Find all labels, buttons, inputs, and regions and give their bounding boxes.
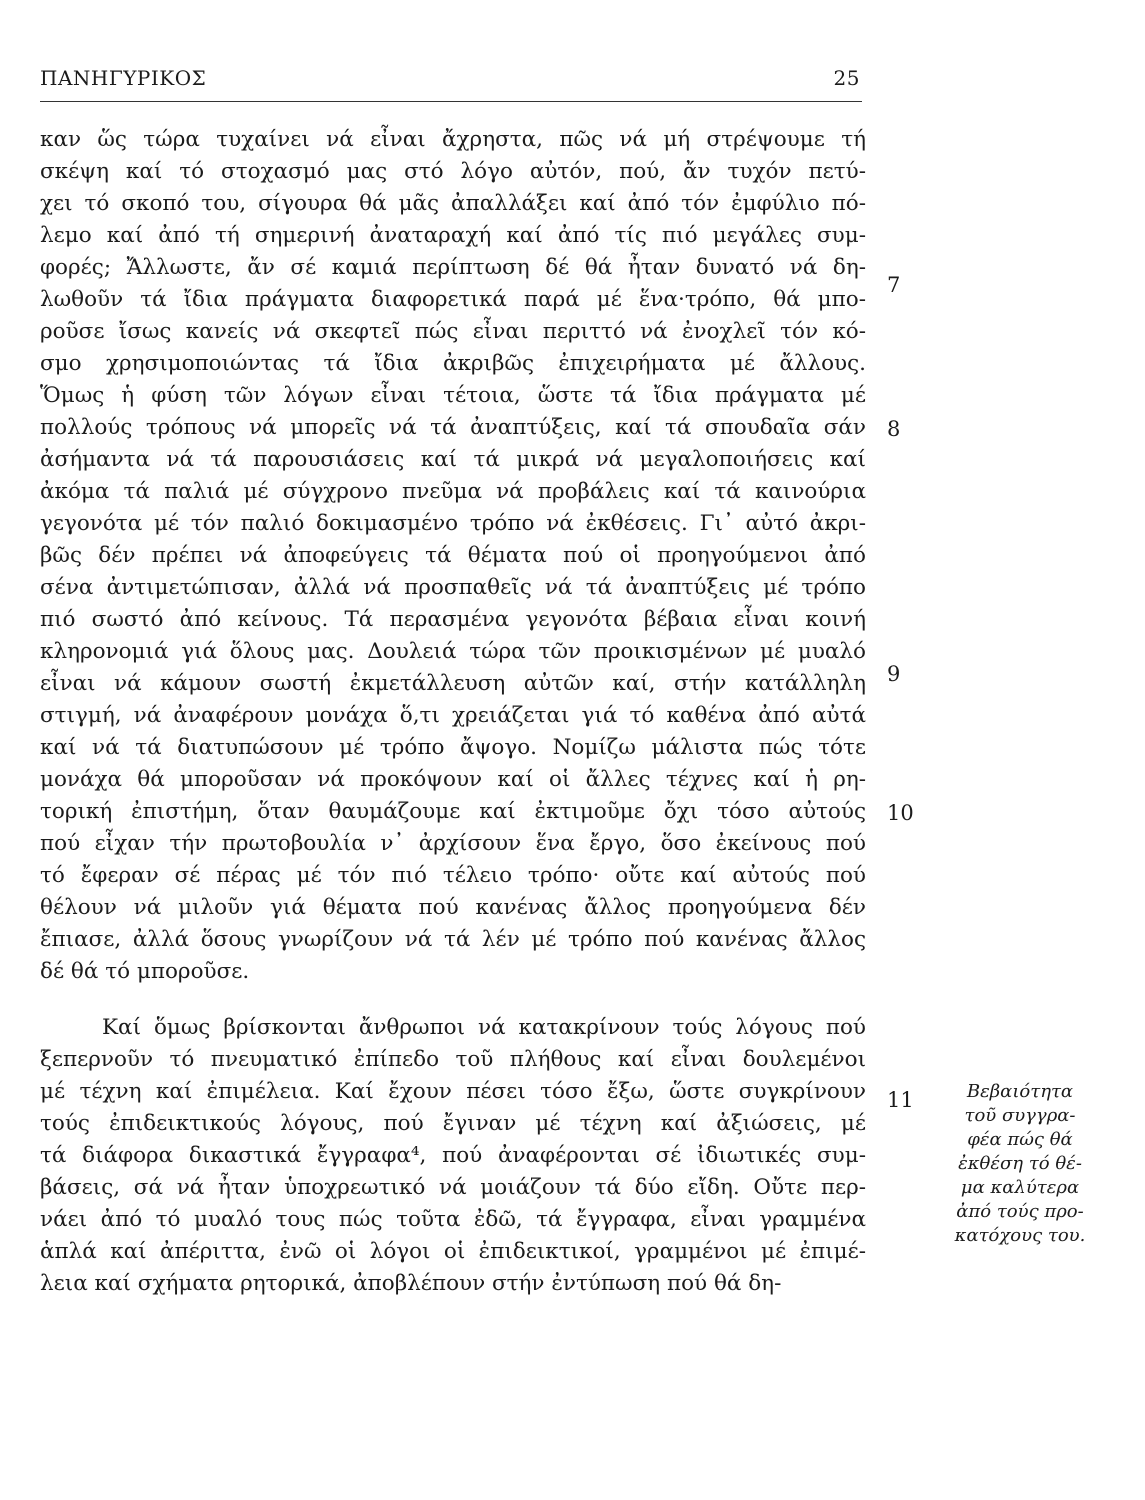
paragraph-1-line-4: λεμο καί ἀπό τή σημερινή ἀναταραχή καί ἀπό τίς πιό μεγάλες συμ- [40, 223, 866, 248]
paragraph-2-line-7: νάει ἀπό τό μυαλό τους πώς τοῦτα ἐδῶ, τά ἔγγραφα, εἶναι γραμμένα [40, 1207, 866, 1232]
paragraph-1-line-7: ροῦσε ἴσως κανείς νά σκεφτεῖ πώς εἶναι περιττό νά ἐνοχλεῖ τόν κό- [40, 319, 866, 344]
paragraph-1-line-8: σμο χρησιμοποιώντας τά ἴδια ἀκριβῶς ἐπιχειρήματα μέ ἄλλους. [40, 351, 866, 376]
paragraph-1-line-15: σένα ἀντιμετώπισαν, ἀλλά νά προσπαθεῖς νά τά ἀναπτύξεις μέ τρόπο [40, 575, 866, 600]
main-text [40, 124, 866, 1300]
paragraph-2-line-2: ξεπερνοῦν τό πνευματικό ἐπίπεδο τοῦ πλήθους καί εἶναι δουλεμένοι [40, 1047, 866, 1072]
paragraph-gap [40, 988, 866, 1012]
section-number-10: 10 [887, 801, 914, 825]
paragraph-1-line-13: γεγονότα μέ τόν παλιό δοκιμασμένο τρόπο νά ἐκθέσεις. Γι᾽ αὐτό ἀκρι- [40, 511, 866, 536]
paragraph-2-line-4: τούς ἐπιδεικτικούς λόγους, πού ἔγιναν μέ τέχνη καί ἀξιώσεις, μέ [40, 1111, 866, 1136]
paragraph-1-line-12: ἀκόμα τά παλιά μέ σύγχρονο πνεῦμα νά προβάλεις καί τά καινούρια [40, 479, 866, 504]
paragraph-2-line-6: βάσεις, σά νά ἦταν ὑποχρεωτικό νά μοιάζουν τά δύο εἴδη. Οὔτε περ- [40, 1175, 866, 1200]
paragraph-1-line-20: καί νά τά διατυπώσουν μέ τρόπο ἄψογο. Νομίζω μάλιστα πώς τότε [40, 735, 866, 760]
margin-note-line-1: Βεβαιότητα [966, 1081, 1074, 1102]
paragraph-2-line-5: τά διάφορα δικαστικά ἔγγραφα⁴, πού ἀναφέρονται σέ ἰδιωτικές συμ- [40, 1143, 866, 1168]
paragraph-1-line-16: πιό σωστό ἀπό κείνους. Τά περασμένα γεγονότα βέβαια εἶναι κοινή [40, 607, 866, 632]
section-number-8: 8 [887, 417, 901, 441]
paragraph-1-line-3: χει τό σκοπό του, σίγουρα θά μᾶς ἀπαλλάξει καί ἀπό τόν ἐμφύλιο πό- [40, 191, 866, 216]
margin-note-line-4: ἐκθέση τό θέ- [958, 1153, 1082, 1174]
section-number-7: 7 [887, 273, 901, 297]
paragraph-2-line-9: λεια καί σχήματα ρητορικά, ἀποβλέπουν στήν ἐντύπωση πού θά δη- [40, 1271, 782, 1296]
running-head-title: ΠΑΝΗΓΥΡΙΚΟΣ [40, 66, 207, 90]
margin-note [935, 1080, 1105, 1248]
paragraph-1-line-22: τορική ἐπιστήμη, ὅταν θαυμάζουμε καί ἐκτιμοῦμε ὄχι τόσο αὐτούς [40, 799, 866, 824]
margin-note-line-3: φέα πώς θά [967, 1129, 1073, 1150]
paragraph-2-line-1: Καί ὅμως βρίσκονται ἄνθρωποι νά κατακρίνουν τούς λόγους πού [102, 1015, 866, 1040]
paragraph-1-line-18: εἶναι νά κάμουν σωστή ἐκμετάλλευση αὐτῶν καί, στήν κατάλληλη [40, 671, 866, 696]
paragraph-2 [40, 1012, 866, 1300]
paragraph-1-line-11: ἀσήμαντα νά τά παρουσιάσεις καί τά μικρά νά μεγαλοποιήσεις καί [40, 447, 866, 472]
paragraph-1-line-10: πολλούς τρόπους νά μπορεῖς νά τά ἀναπτύξεις, καί τά σπουδαῖα σάν [40, 415, 866, 440]
page-number: 25 [833, 66, 860, 90]
margin-note-line-2: τοῦ συγγρα- [964, 1105, 1076, 1126]
margin-note-line-6: ἀπό τούς προ- [956, 1201, 1084, 1222]
paragraph-1-line-23: πού εἶχαν τήν πρωτοβουλία ν᾽ ἀρχίσουν ἕνα ἔργο, ὅσο ἐκείνους πού [40, 831, 866, 856]
paragraph-1-line-5: φορές; Ἄλλωστε, ἄν σέ καμιά περίπτωση δέ θά ἦταν δυνατό νά δη- [40, 255, 866, 280]
paragraph-1-line-6: λωθοῦν τά ἴδια πράγματα διαφορετικά παρά μέ ἕνα·τρόπο, θά μπο- [40, 287, 866, 312]
paragraph-1 [40, 124, 866, 988]
paragraph-1-line-9: Ὅμως ἡ φύση τῶν λόγων εἶναι τέτοια, ὥστε τά ἴδια πράγματα μέ [40, 383, 866, 408]
section-number-11: 11 [887, 1088, 914, 1112]
paragraph-1-line-19: στιγμή, νά ἀναφέρουν μονάχα ὅ,τι χρειάζεται γιά τό καθένα ἀπό αὐτά [40, 703, 866, 728]
paragraph-1-line-27: δέ θά τό μποροῦσε. [40, 959, 250, 984]
margin-note-line-5: μα καλύτερα [960, 1177, 1080, 1198]
paragraph-1-line-26: ἔπιασε, ἀλλά ὅσους γνωρίζουν νά τά λέν μέ τρόπο πού κανένας ἄλλος [40, 927, 866, 952]
paragraph-1-line-21: μονάχα θά μποροῦσαν νά προκόψουν καί οἱ ἄλλες τέχνες καί ἡ ρη- [40, 767, 866, 792]
margin-note-line-7: κατόχους του. [954, 1225, 1086, 1246]
paragraph-1-line-14: βῶς δέν πρέπει νά ἀποφεύγεις τά θέματα πού οἱ προηγούμενοι ἀπό [40, 543, 866, 568]
paragraph-2-line-8: ἁπλά καί ἀπέριττα, ἐνῶ οἱ λόγοι οἱ ἐπιδεικτικοί, γραμμένοι μέ ἐπιμέ- [40, 1239, 866, 1264]
paragraph-1-line-17: κληρονομιά γιά ὅλους μας. Δουλειά τώρα τῶν προικισμένων μέ μυαλό [40, 639, 866, 664]
paragraph-1-line-1: καν ὥς τώρα τυχαίνει νά εἶναι ἄχρηστα, πῶς νά μή στρέψουμε τή [40, 127, 866, 152]
header-rule [40, 101, 862, 102]
section-number-9: 9 [887, 662, 901, 686]
paragraph-1-line-24: τό ἔφεραν σέ πέρας μέ τόν πιό τέλειο τρόπο· οὔτε καί αὐτούς πού [40, 863, 866, 888]
paragraph-2-line-3: μέ τέχνη καί ἐπιμέλεια. Καί ἔχουν πέσει τόσο ἔξω, ὥστε συγκρίνουν [40, 1079, 866, 1104]
paragraph-1-line-2: σκέψη καί τό στοχασμό μας στό λόγο αὐτόν, πού, ἄν τυχόν πετύ- [40, 159, 866, 184]
paragraph-1-line-25: θέλουν νά μιλοῦν γιά θέματα πού κανένας ἄλλος προηγούμενα δέν [40, 895, 866, 920]
